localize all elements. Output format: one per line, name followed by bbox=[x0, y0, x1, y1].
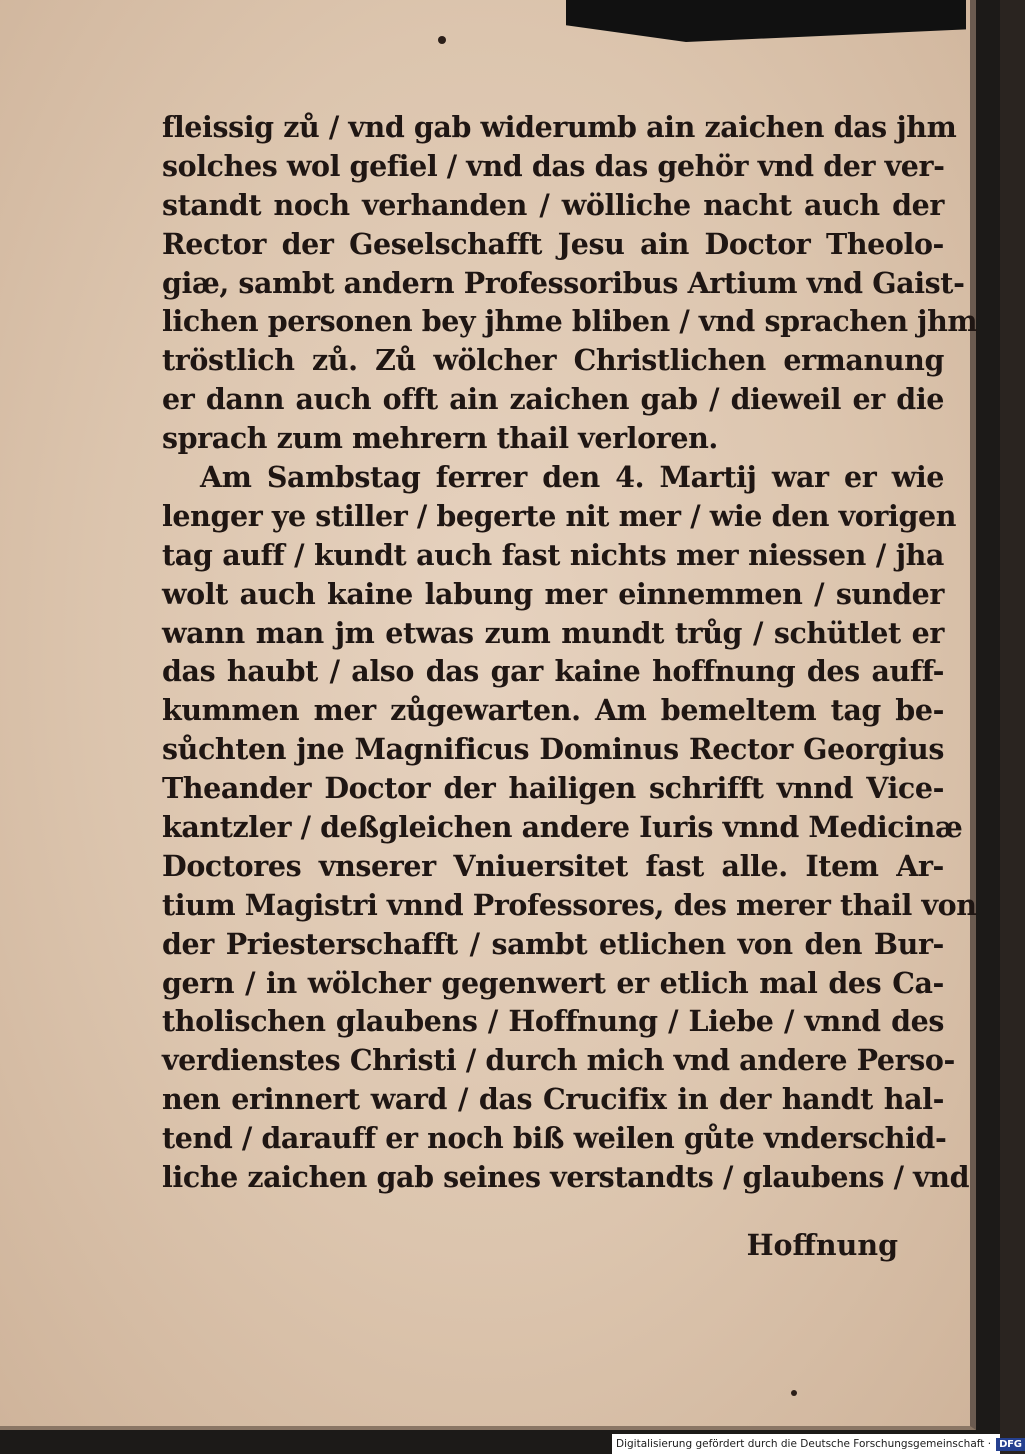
text-line: tend / darauff er noch biß weilen gůte vnderschid- bbox=[162, 1121, 947, 1156]
footer-text: Digitalisierung gefördert durch die Deutsche Forschungsgemeinschaft · bbox=[616, 1438, 992, 1450]
text-line: lenger ye stiller / begerte nit mer / wie den vorigen bbox=[162, 498, 957, 533]
text-line: wolt auch kaine labung mer einnemmen / sunder bbox=[162, 576, 944, 611]
text-line: standt noch verhanden / wölliche nacht auch der bbox=[162, 187, 944, 222]
text-line: er dann auch offt ain zaichen gab / dieweil er die bbox=[162, 382, 944, 417]
text-line: tag auff / kundt auch fast nichts mer niessen / jha bbox=[162, 537, 944, 572]
page-text bbox=[162, 108, 978, 1197]
text-line: fleissig zů / vnd gab widerumb ain zaichen das jhm bbox=[162, 110, 957, 144]
ink-dot bbox=[438, 36, 446, 44]
text-line: wann man jm etwas zum mundt trůg / schütlet er bbox=[162, 615, 944, 650]
text-line: solches wol gefiel / vnd das das gehör vnd der ver- bbox=[162, 148, 945, 183]
text-line: liche zaichen gab seines verstandts / glaubens / vnd bbox=[162, 1160, 970, 1195]
text-line: sůchten jne Magnificus Dominus Rector Georgius bbox=[162, 732, 944, 767]
text-line: Rector der Geselschafft Jesu ain Doctor Theolo- bbox=[162, 226, 944, 261]
text-line: der Priesterschafft / sambt etlichen von den Bur- bbox=[162, 926, 944, 961]
dfg-logo-icon: DFG bbox=[996, 1438, 1025, 1451]
text-line: tholischen glaubens / Hoffnung / Liebe / vnnd des bbox=[162, 1004, 944, 1039]
ink-dot bbox=[791, 1390, 797, 1396]
text-line: Theander Doctor der hailigen schrifft vnnd Vice- bbox=[162, 771, 944, 806]
catchword: Hoffnung bbox=[746, 1228, 898, 1262]
text-line: nen erinnert ward / das Crucifix in der handt hal- bbox=[162, 1082, 944, 1117]
page-top-shadow bbox=[566, 0, 966, 42]
text-line: sprach zum mehrern thail verloren. bbox=[162, 421, 718, 456]
text-line: giæ, sambt andern Professoribus Artium vnd Gaist- bbox=[162, 265, 965, 300]
text-line: kummen mer zůgewarten. Am bemeltem tag be- bbox=[162, 693, 944, 728]
text-line: Doctores vnserer Vniuersitet fast alle. Item Ar- bbox=[162, 848, 944, 883]
text-line: das haubt / also das gar kaine hoffnung des auff- bbox=[162, 654, 944, 689]
text-line: verdienstes Christi / durch mich vnd andere Perso- bbox=[162, 1043, 955, 1078]
text-line: tium Magistri vnnd Professores, des merer thail von bbox=[162, 887, 977, 922]
text-line: Am Sambstag ferrer den 4. Martij war er wie bbox=[200, 460, 944, 495]
text-line: kantzler / deßgleichen andere Iuris vnnd Medicinæ bbox=[162, 810, 963, 845]
text-line: lichen personen bey jhme bliben / vnd sprachen jhm bbox=[162, 304, 978, 339]
text-line: gern / in wölcher gegenwert er etlich mal des Ca- bbox=[162, 965, 944, 1000]
digitization-footer bbox=[612, 1434, 1022, 1454]
text-line: tröstlich zů. Zů wölcher Christlichen ermanung bbox=[162, 343, 944, 378]
